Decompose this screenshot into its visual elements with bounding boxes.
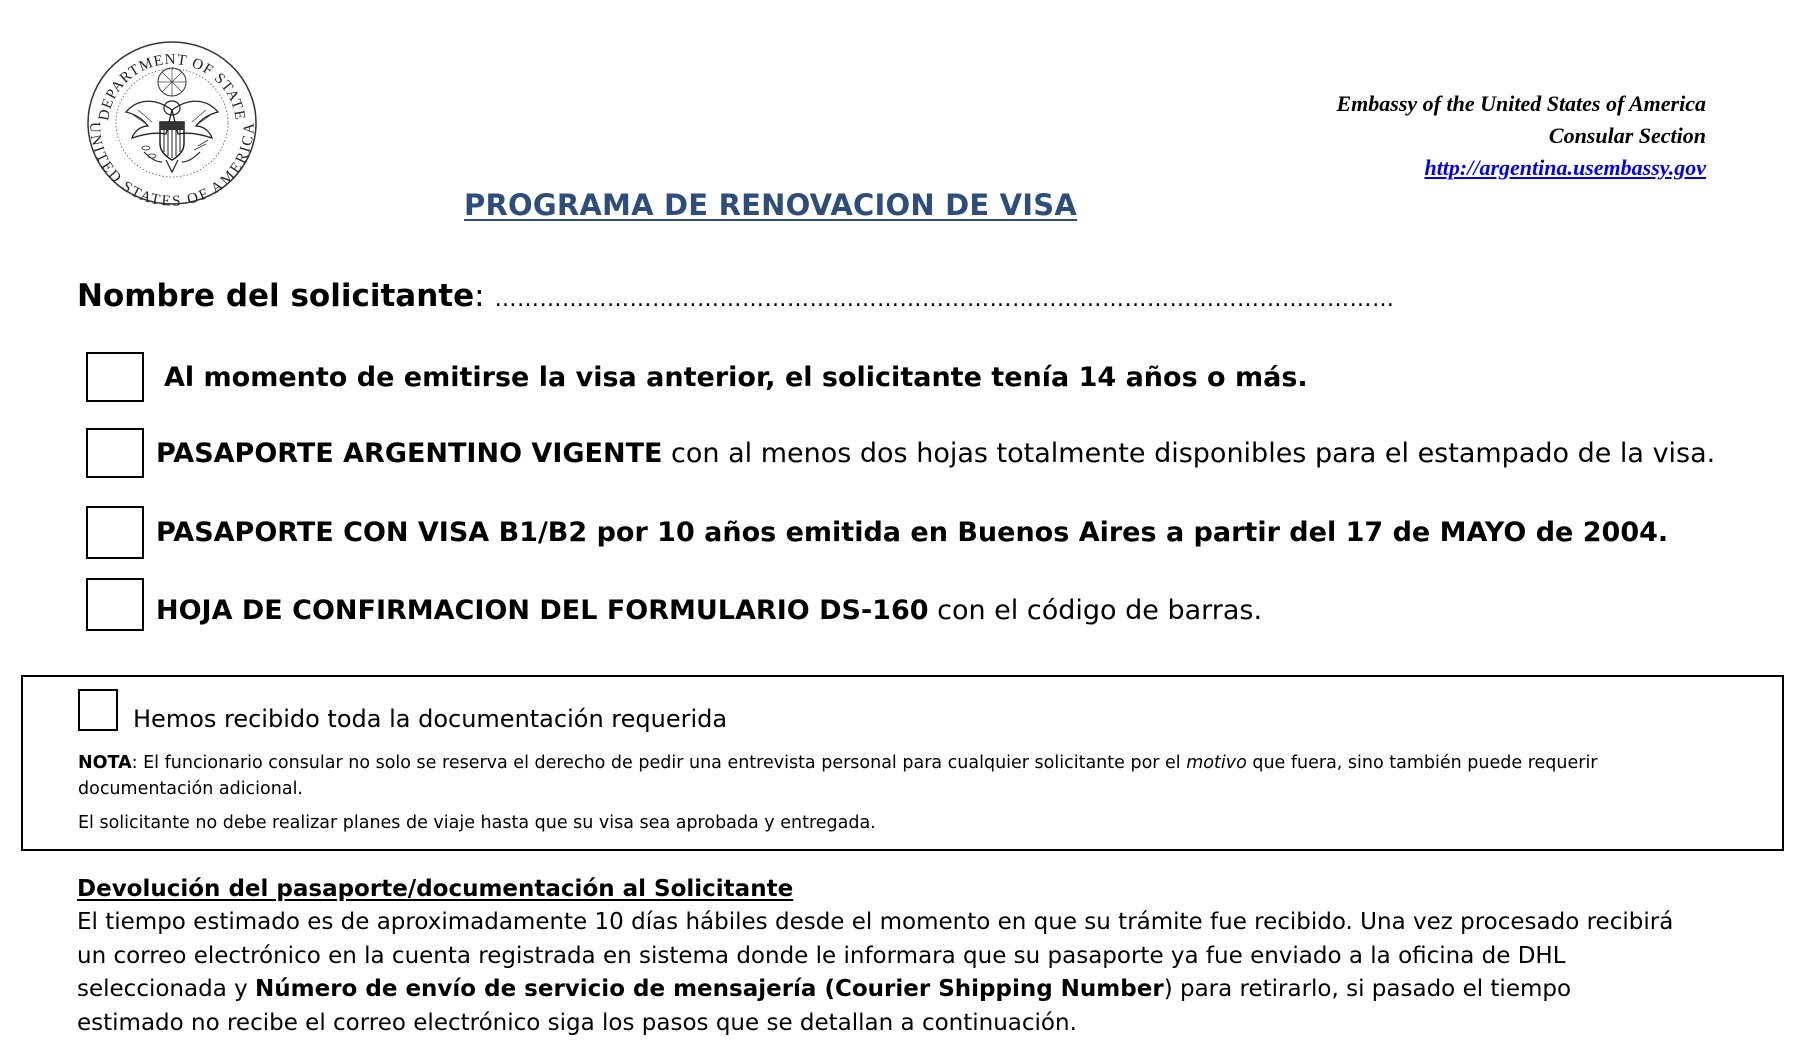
checklist-item <box>86 506 1668 559</box>
applicant-name-colon: : <box>474 278 485 314</box>
note-italic: motivo <box>1186 753 1247 773</box>
documents-received-row <box>78 687 727 733</box>
checkbox[interactable] <box>86 428 144 478</box>
devolution-heading: Devolución del pasaporte/documentación al Solicitante <box>77 876 794 902</box>
travel-warning: El solicitante no debe realizar planes de viaje hasta que su visa sea aprobada y entregada. <box>78 813 876 833</box>
checklist-item-bold: PASAPORTE ARGENTINO VIGENTE <box>156 437 663 469</box>
checklist-item-text: con el código de barras. <box>928 595 1263 626</box>
consular-notice-box <box>21 675 1784 851</box>
note-text-1: : El funcionario consular no solo se reserva el derecho de pedir una entrevista personal para cualquier solicitante por el <box>131 753 1187 773</box>
checklist-item-bold: Al momento de emitirse la visa anterior, el solicitante tenía 14 años o más. <box>164 361 1308 393</box>
checkbox[interactable] <box>86 578 144 631</box>
devolution-text-1: El tiempo estimado es de aproximadamente 10 días hábiles desde el momento en que su trámite fue recibido. Una vez procesado recibirá un correo electrónico en la cuenta registrada en sistema donde le informara que su pasaporte ya fue enviado a la oficina de DHL seleccionada y <box>77 909 1674 1002</box>
devolution-paragraph <box>77 906 1677 1040</box>
checkbox[interactable] <box>86 506 144 559</box>
documents-received-label: Hemos recibido toda la documentación requerida <box>133 705 728 733</box>
seal-ring-text-top: DEPARTMENT OF STATE <box>96 51 248 122</box>
embassy-name: Embassy of the United States of America <box>1336 91 1706 116</box>
checklist-item <box>86 428 1715 478</box>
checklist-item-text: con al menos dos hojas totalmente disponibles para el estampado de la visa. <box>662 437 1716 469</box>
note-text-2: que fuera, sino también puede requerir documentación adicional. <box>78 753 1598 799</box>
embassy-header <box>1336 88 1706 184</box>
documents-received-checkbox[interactable] <box>78 689 118 731</box>
note-label: NOTA <box>78 753 132 773</box>
department-of-state-seal <box>86 40 258 206</box>
applicant-name-field[interactable] <box>77 278 1394 314</box>
checkbox[interactable] <box>86 352 144 402</box>
devolution-text-2: ) para retirarlo, si pasado el tiempo estimado no recibe el correo electrónico siga los pasos que se detallan a continuación. <box>77 976 1572 1036</box>
note-paragraph <box>78 750 1738 802</box>
checklist-item <box>86 578 1262 631</box>
applicant-name-label: Nombre del solicitante <box>77 278 475 314</box>
seal-ring-text-bottom: UNITED STATES OF AMERICA <box>86 121 258 206</box>
courier-number-label: Número de envío de servicio de mensajería (Courier Shipping Number <box>255 976 1164 1002</box>
embassy-link[interactable]: http://argentina.usembassy.gov <box>1424 155 1706 180</box>
checklist-item-bold: HOJA DE CONFIRMACION DEL FORMULARIO DS-160 <box>156 595 929 626</box>
document-title: PROGRAMA DE RENOVACION DE VISA <box>464 188 1078 222</box>
checklist-item-bold: PASAPORTE CON VISA B1/B2 por 10 años emitida en Buenos Aires a partir del 17 de MAYO de 2004. <box>156 517 1669 548</box>
consular-section: Consular Section <box>1548 123 1706 148</box>
checklist-item <box>86 352 1308 402</box>
applicant-name-dotted-line: ………………………………………………………………………………………………………… <box>494 287 1395 312</box>
